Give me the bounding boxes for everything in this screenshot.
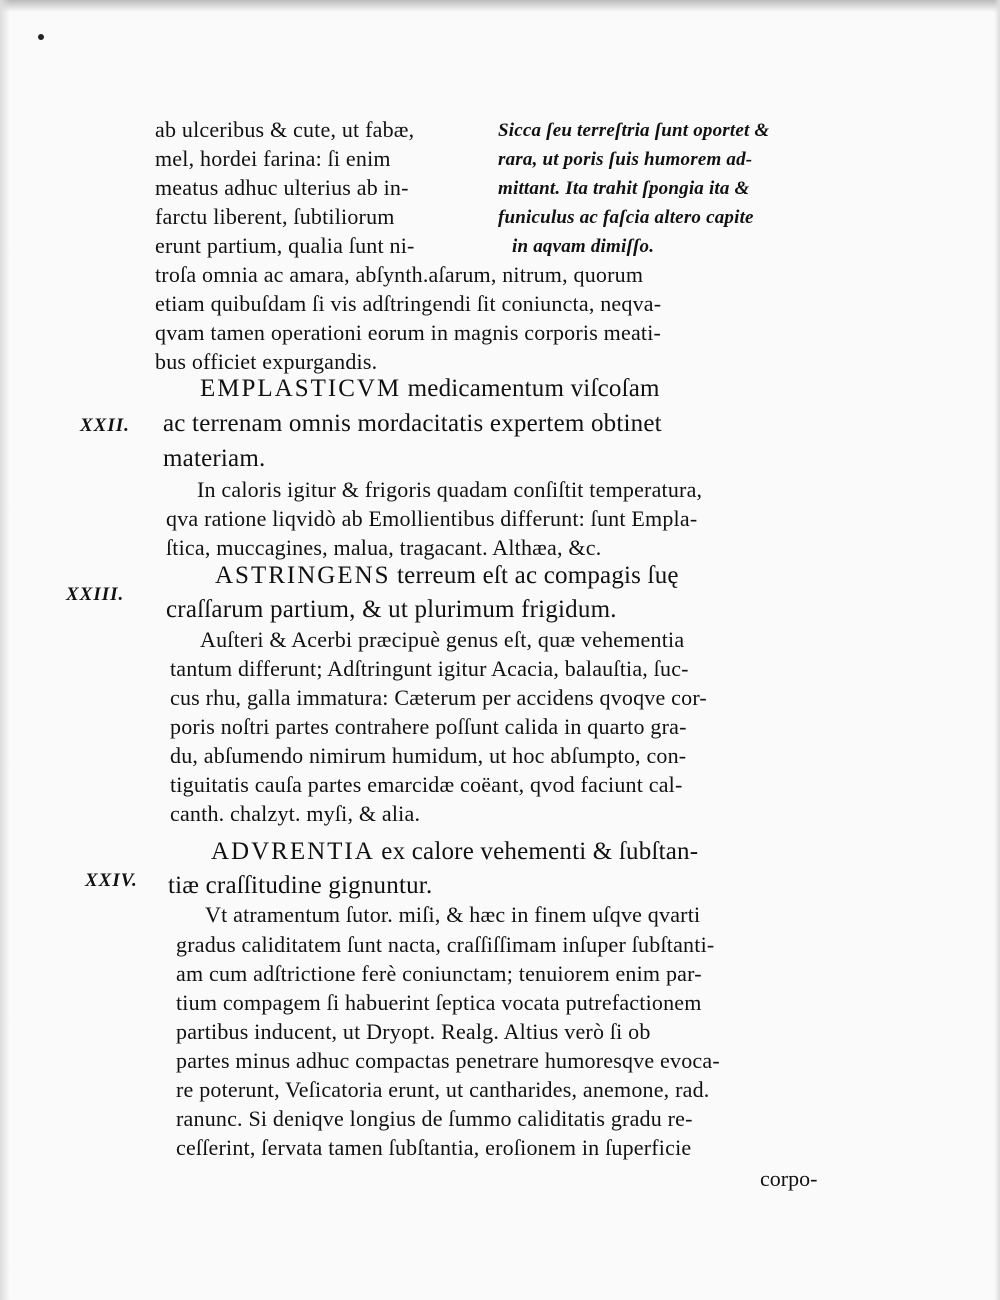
section-heading-xxiii <box>215 562 679 590</box>
right-column-line: rara, ut poris ſuis humorem ad- <box>498 149 753 170</box>
left-column-line: mel, hordei farina: ſi enim <box>155 146 391 171</box>
ink-speck <box>38 34 44 40</box>
right-column-line: funiculus ac faſcia altero capite <box>498 207 754 228</box>
section-number-xxiii: XXIII. <box>66 584 125 605</box>
paragraph-line: ranunc. Si deniqve longius de ſummo caliditatis gradu re- <box>176 1106 693 1131</box>
section-number-xxii: XXII. <box>80 415 130 436</box>
paragraph-line: gradus caliditatem ſunt nacta, craſſiſſimam inſuper ſubſtanti- <box>176 932 715 957</box>
page-edge-left <box>0 0 10 1300</box>
left-column-line: erunt partium, qualia ſunt ni- <box>155 233 415 258</box>
paragraph-line: Auſteri & Acerbi præcipuè genus eſt, quæ vehementia <box>200 627 685 652</box>
paragraph-line: In caloris igitur & frigoris quadam conſiſtit temperatura, <box>197 477 703 502</box>
paragraph-line: poris noſtri partes contrahere poſſunt calida in quarto gra- <box>170 714 687 739</box>
section-heading-xxiv <box>211 838 698 866</box>
right-column-line: in aqvam dimiſſo. <box>512 236 655 257</box>
paragraph-line: partes minus adhuc compactas penetrare humoresqve evoca- <box>176 1048 720 1073</box>
section-heading-line: craſſarum partium, & ut plurimum frigidum. <box>166 596 617 623</box>
paragraph-line: tiguitatis cauſa partes emarcidæ coëant, qvod faciunt cal- <box>170 772 683 797</box>
heading-keyword: ADVRENTIA <box>211 838 375 865</box>
left-column-line: farctu liberent, ſubtiliorum <box>155 204 395 229</box>
right-column-line: Sicca ſeu terreſtria ſunt oportet & <box>498 120 770 141</box>
paragraph-line: tantum differunt; Adſtringunt igitur Acacia, balauſtia, ſuc- <box>170 656 689 681</box>
heading-keyword: EMPLASTICVM <box>200 375 402 402</box>
page-edge-right <box>994 0 1000 1300</box>
paragraph-line: am cum adſtrictione ferè coniunctam; tenuiorem enim par- <box>176 961 702 986</box>
section-heading-line: materiam. <box>163 445 266 472</box>
paragraph-line: re poterunt, Veſicatoria erunt, ut cantharides, anemone, rad. <box>176 1077 710 1102</box>
left-column-line: ab ulceribus & cute, ut fabæ, <box>155 117 415 142</box>
section-heading-xxii <box>200 375 660 403</box>
paragraph-line: canth. chalzyt. myſi, & alia. <box>170 801 421 826</box>
paragraph-line: tium compagem ſi habuerint ſeptica vocata putrefactionem <box>176 990 702 1015</box>
heading-keyword: ASTRINGENS <box>215 562 391 589</box>
paragraph-line: partibus inducent, ut Dryopt. Realg. Altius verò ſi ob <box>176 1019 651 1044</box>
paragraph-line: cus rhu, galla immatura: Cæterum per accidens qvoqve cor- <box>170 685 707 710</box>
right-column-line: mittant. Ita trahit ſpongia ita & <box>498 178 750 199</box>
heading-text: ex calore vehementi & ſubſtan- <box>374 838 699 865</box>
catchword: corpo- <box>760 1166 818 1191</box>
paragraph-line: qva ratione liqvidò ab Emollientibus differunt: ſunt Empla- <box>166 506 698 531</box>
heading-text: terreum eſt ac compagis ſuę <box>390 562 679 589</box>
paragraph-line: bus officiet expurgandis. <box>155 349 378 374</box>
left-column-line: meatus adhuc ulterius ab in- <box>155 175 409 200</box>
paragraph-line: Vt atramentum ſutor. miſi, & hæc in finem uſqve qvarti <box>205 902 701 927</box>
heading-text: medicamentum viſcoſam <box>401 375 660 402</box>
section-heading-line: ac terrenam omnis mordacitatis expertem obtinet <box>163 410 662 437</box>
paragraph-line: ſtica, muccagines, malua, tragacant. Althæa, &c. <box>166 535 602 560</box>
section-number-xxiv: XXIV. <box>85 870 138 891</box>
paragraph-line: ceſſerint, ſervata tamen ſubſtantia, eroſionem in ſuperficie <box>176 1135 692 1160</box>
paragraph-line: troſa omnia ac amara, abſynth.aſarum, nitrum, quorum <box>155 262 644 287</box>
section-heading-line: tiæ craſſitudine gignuntur. <box>168 872 433 899</box>
paragraph-line: du, abſumendo nimirum humidum, ut hoc abſumpto, con- <box>170 743 687 768</box>
paragraph-line: etiam quibuſdam ſi vis adſtringendi ſit coniuncta, neqva- <box>155 291 662 316</box>
paragraph-line: qvam tamen operationi eorum in magnis corporis meati- <box>155 320 662 345</box>
page-edge-top <box>0 0 1000 12</box>
